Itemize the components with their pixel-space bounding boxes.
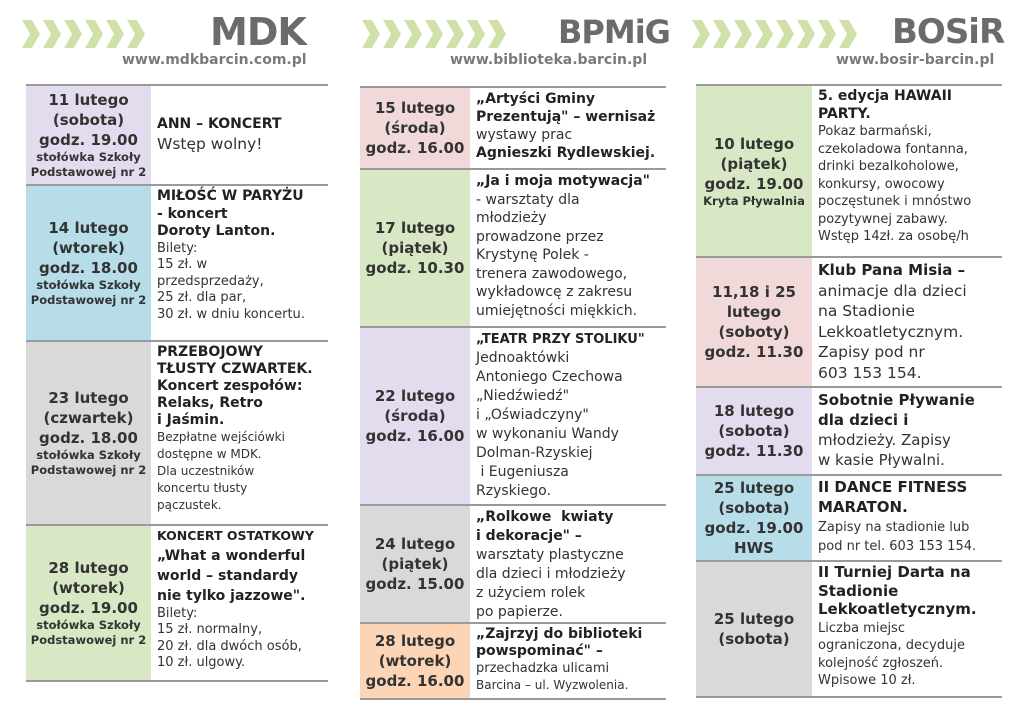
event-title: Sobotnie Pływanie [818, 391, 975, 409]
event-title: „TEATR PRZY STOLIKU" [476, 332, 645, 347]
column-bpmig [358, 0, 674, 692]
event-text: z użyciem rolek [476, 585, 586, 601]
event-text: poczęstunek i mnóstwo [818, 194, 972, 209]
bosir-header [692, 0, 1006, 82]
event-title: Agnieszki Rydlewskiej. [476, 145, 656, 161]
event-text: Zapisy pod nr [818, 343, 925, 361]
event-text: Jednoaktówki [476, 350, 570, 366]
event-text: 603 153 154. [818, 363, 922, 382]
event-time: (soboty) [718, 323, 790, 341]
event-title: KONCERT OSTATKOWY [157, 528, 314, 543]
event-title: PARTY. [818, 105, 871, 122]
event-title: Relaks, Retro [157, 395, 263, 411]
event-time: godz. 11.30 [704, 442, 804, 460]
event-text: pozytywnej zabawy. [818, 211, 948, 227]
event-title: world – standardy [157, 567, 298, 584]
event-row [696, 474, 1002, 560]
event-description [470, 328, 651, 504]
event-text: Pokaz barmański, [818, 124, 932, 139]
event-row [26, 184, 328, 340]
event-text: umiejętności miękkich. [476, 302, 638, 319]
event-date: 28 lutego [48, 559, 129, 577]
event-day: (sobota) [718, 422, 790, 440]
event-row [696, 560, 1002, 698]
event-text: i Eugeniusza [476, 464, 569, 480]
event-date-cell [26, 86, 151, 184]
event-text: kolejność zgłoszeń. [818, 655, 944, 671]
event-day: lutego [726, 303, 782, 321]
event-text: Bilety: [157, 605, 198, 621]
event-time: godz. 10.30 [365, 259, 465, 277]
event-text: 15 zł. normalny, [157, 622, 263, 637]
event-text: czekoladowa fontanna, [818, 141, 968, 157]
event-time: godz. 19.00 [704, 174, 804, 193]
event-title: „Ja i moja motywacja" [476, 173, 650, 189]
event-text: prowadzone przez [476, 228, 604, 245]
event-title: „What a wonderful [157, 547, 306, 564]
event-title: dla dzieci i [818, 411, 909, 429]
mdk-url[interactable]: www.mdkbarcin.com.pl [122, 52, 307, 68]
event-row [696, 84, 1002, 256]
event-date: 28 lutego [374, 632, 456, 650]
mdk-header [22, 0, 330, 82]
event-date-cell [26, 342, 151, 524]
event-text: - warsztaty dla [476, 191, 580, 208]
event-text: Dolman-Rzyskiej [476, 445, 593, 461]
event-day: (środa) [384, 119, 446, 137]
event-text: Barcina – ul. Wyzwolenia. [476, 678, 629, 692]
event-description [812, 86, 977, 256]
event-text: wystawy prac [476, 127, 573, 143]
event-text: koncertu tłusty [157, 481, 248, 495]
event-day: (sobota) [52, 111, 125, 129]
bosir-url[interactable]: www.bosir-barcin.pl [836, 52, 995, 68]
event-text: 30 zł. w dniu koncertu. [157, 306, 305, 322]
event-description [470, 506, 631, 622]
bpmig-header [358, 0, 674, 82]
event-description [812, 562, 983, 696]
event-text: „Niedźwiedź" [476, 388, 570, 404]
event-text: warsztaty plastyczne [476, 547, 624, 563]
event-description [470, 624, 648, 698]
event-day: (sobota) [718, 499, 790, 517]
event-title: II DANCE FITNESS [818, 478, 968, 496]
event-row [26, 524, 328, 682]
event-title: i dekoracje" – [476, 528, 582, 544]
event-date-cell [696, 86, 812, 256]
event-text: przedsprzedaży, [157, 273, 264, 289]
event-row [26, 340, 328, 524]
event-title: MIŁOŚĆ W PARYŻU [157, 188, 304, 204]
event-title: TŁUSTY CZWARTEK. [157, 361, 313, 377]
event-date: 10 lutego [713, 134, 795, 153]
event-title: „Rolkowe kwiaty [476, 509, 614, 525]
event-row [696, 256, 1002, 386]
event-text: Wstęp wolny! [157, 134, 263, 153]
event-text: dla dzieci i młodzieży [476, 566, 626, 582]
event-day: (środa) [384, 407, 446, 425]
event-text: przechadzka ulicami [476, 661, 610, 676]
event-text: i „Oświadczyny" [476, 407, 589, 423]
event-day: (piątek) [381, 555, 449, 573]
event-description [812, 258, 973, 386]
event-day: (piątek) [381, 239, 449, 257]
event-place: Podstawowej nr 2 [30, 633, 147, 647]
event-text: Liczba miejsc [818, 620, 905, 636]
event-description [151, 86, 287, 184]
event-text: Wstęp 14zł. za osobę/h [818, 229, 969, 244]
event-row [360, 326, 666, 504]
event-date: 15 lutego [374, 99, 456, 117]
event-text: Dla uczestników [157, 464, 255, 478]
event-date: 18 lutego [713, 402, 795, 420]
event-date: 11 lutego [48, 91, 129, 109]
event-description [151, 342, 319, 524]
event-date: 17 lutego [374, 219, 456, 237]
bpmig-url[interactable]: www.biblioteka.barcin.pl [450, 52, 648, 68]
event-title: i Jaśmin. [157, 412, 225, 428]
event-text: 15 zł. w [157, 257, 208, 272]
event-description [470, 88, 661, 168]
event-place: Kryta Pływalnia [703, 193, 805, 208]
event-text: młodzieży. Zapisy [818, 431, 951, 449]
event-text: 25 zł. dla par, [157, 290, 247, 305]
event-date: 11,18 i 25 [712, 283, 796, 301]
event-title: MARATON. [818, 498, 908, 516]
event-date: 14 lutego [48, 219, 129, 237]
event-text: Bilety: [157, 240, 198, 256]
event-text: 20 zł. dla dwóch osób, [157, 638, 302, 654]
event-title: - koncert [157, 205, 228, 222]
event-text: po papierze. [476, 604, 563, 620]
event-time: godz. 16.00 [365, 672, 465, 690]
event-row [360, 622, 666, 700]
event-day: (czwartek) [43, 409, 134, 427]
event-time: godz. 19.00 [39, 131, 138, 149]
event-date-cell [360, 328, 470, 504]
event-date: 23 lutego [48, 389, 129, 407]
event-title: Doroty Lanton. [157, 223, 276, 239]
event-description [151, 186, 311, 340]
event-text: Zapisy na stadionie lub [818, 520, 970, 535]
event-title: II Turniej Darta na [818, 563, 971, 581]
column-bosir [692, 0, 1006, 688]
chevron-decoration-icon [692, 20, 857, 48]
event-date: 24 lutego [374, 535, 456, 553]
event-day: (wtorek) [52, 579, 125, 597]
event-time: godz. 16.00 [365, 427, 465, 445]
event-place: stołówka Szkoły [36, 150, 141, 164]
event-text: Krystynę Polek - [476, 247, 589, 263]
event-date-cell [696, 388, 812, 474]
event-day: (sobota) [718, 630, 790, 648]
event-date: 25 lutego [713, 479, 795, 497]
event-text: 10 zł. ulgowy. [157, 655, 246, 670]
event-date: 25 lutego [713, 610, 795, 628]
event-title: Stadionie [818, 581, 899, 600]
event-title: „Artyści Gminy [476, 91, 596, 107]
event-text: drinki bezalkoholowe, [818, 159, 959, 174]
event-title: „Zajrzyj do biblioteki [476, 626, 643, 642]
event-text: Rzyskiego. [476, 483, 551, 499]
chevron-decoration-icon [362, 20, 506, 48]
event-text: trenera zawodowego, [476, 265, 628, 282]
event-place: Podstawowej nr 2 [30, 463, 147, 477]
event-description [812, 388, 981, 474]
event-venue: HWS [734, 539, 774, 557]
event-title: ANN – KONCERT [157, 116, 282, 132]
event-title: 5. edycja HAWAII [818, 88, 952, 104]
event-text: animacje dla dzieci [818, 281, 967, 300]
event-row [696, 386, 1002, 474]
event-text: Lekkoatletycznym. [818, 322, 964, 341]
event-text: konkursy, owocowy [818, 176, 945, 192]
event-title: nie tylko jazzowe". [157, 587, 306, 604]
column-mdk [22, 0, 330, 670]
event-title: Lekkoatletycznym. [818, 600, 977, 618]
event-time: godz. 18.00 [39, 259, 138, 277]
event-description [812, 476, 982, 560]
event-text: Antoniego Czechowa [476, 369, 623, 385]
event-day: (wtorek) [378, 652, 452, 670]
event-row [26, 84, 328, 184]
event-date-cell [26, 526, 151, 680]
event-date-cell [360, 624, 470, 698]
event-title: powspominać" – [476, 643, 603, 659]
event-description [151, 526, 320, 680]
event-text: pączustek. [157, 498, 222, 512]
event-text: w kasie Pływalni. [818, 451, 945, 469]
event-day: (wtorek) [52, 239, 125, 257]
event-text: pod nr tel. 603 153 154. [818, 539, 977, 554]
event-place: stołówka Szkoły [36, 448, 141, 462]
event-text: młodzieży [476, 210, 547, 226]
event-date-cell [360, 170, 470, 326]
event-text: w wykonaniu Wandy [476, 426, 619, 442]
event-time: godz. 19.00 [39, 599, 138, 617]
event-time: godz. 19.00 [704, 519, 804, 537]
event-date: 22 lutego [374, 387, 456, 405]
bpmig-logo: BPMiG [558, 13, 670, 51]
event-time: godz. 18.00 [39, 429, 138, 447]
event-date-cell [696, 562, 812, 696]
event-title: Prezentują" – wernisaż [476, 109, 656, 125]
event-time: godz. 11.30 [704, 343, 804, 361]
event-place: stołówka Szkoły [36, 618, 141, 632]
event-text: dostępne w MDK. [157, 447, 262, 461]
event-row [360, 86, 666, 168]
event-text: na Stadionie [818, 302, 915, 320]
event-place: Podstawowej nr 2 [30, 293, 147, 307]
bosir-logo: BOSiR [892, 12, 1005, 52]
event-text: Wpisowe 10 zł. [818, 673, 916, 688]
event-date-cell [360, 88, 470, 168]
event-row [360, 168, 666, 326]
chevron-decoration-icon [22, 20, 145, 48]
event-date-cell [696, 258, 812, 386]
event-text: ograniczona, decyduje [818, 638, 965, 653]
event-place: Podstawowej nr 2 [30, 165, 147, 179]
event-text: Bezpłatne wejściówki [157, 430, 285, 444]
event-time: godz. 15.00 [365, 575, 465, 593]
event-description [470, 170, 656, 326]
event-date-cell [26, 186, 151, 340]
event-date-cell [360, 506, 470, 622]
event-time: godz. 16.00 [365, 139, 465, 157]
mdk-logo: MDK [210, 10, 306, 54]
event-day: (piątek) [720, 154, 788, 173]
event-text: wykładowcę z zakresu [476, 284, 633, 300]
event-place: stołówka Szkoły [36, 278, 141, 292]
event-title: Klub Pana Misia – [818, 261, 966, 279]
event-title: PRZEBOJOWY [157, 344, 264, 360]
event-title: Koncert zespołów: [157, 378, 303, 394]
event-date-cell [696, 476, 812, 560]
event-row [360, 504, 666, 622]
